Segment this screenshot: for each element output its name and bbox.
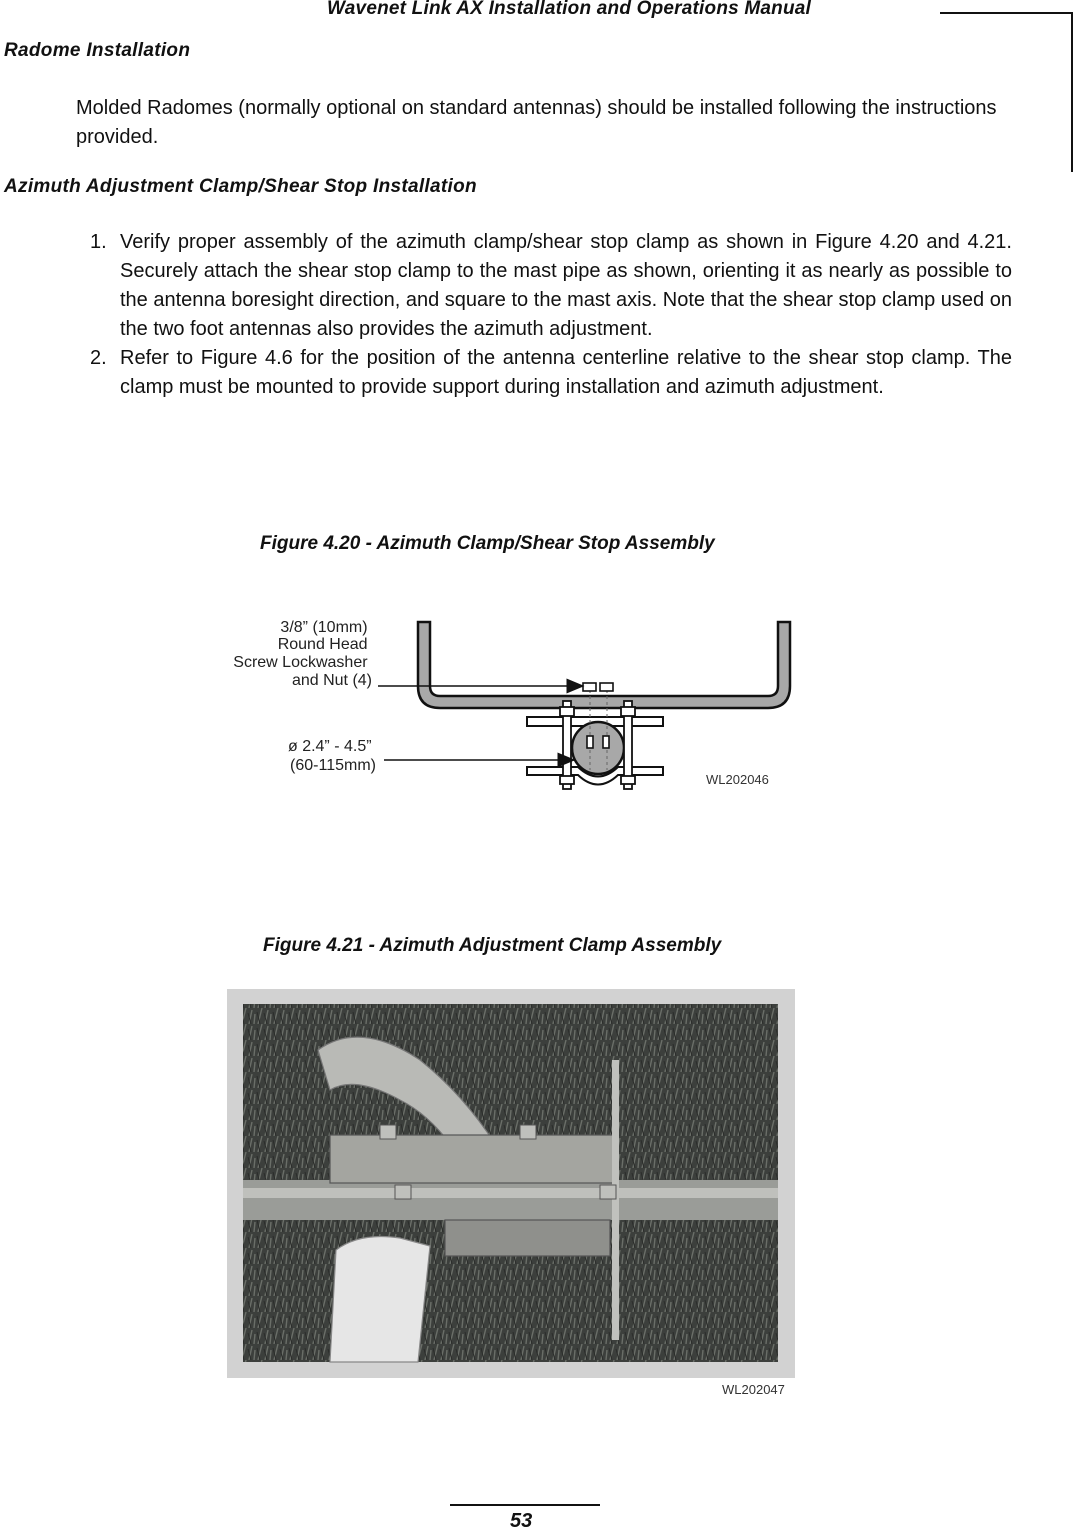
header-title: Wavenet Link AX Installation and Operations Manual: [327, 0, 812, 19]
screw-label: 3/8” (10mm) Round Head Screw Lockwasher and Nut (4): [233, 619, 372, 689]
step-text: Verify proper assembly of the azimuth clamp/shear stop clamp as shown in Figure 4.20 and 4.21. Securely attach the shear stop clamp to the mast pipe as shown, orienting it as nearly as possible to the antenna boresight direction, and square to the mast axis. Note that the shear stop clamp used on the two foot antennas also provides the azimuth adjustment.: [120, 231, 1012, 340]
clamp-drawing: [233, 619, 790, 789]
photo-code: WL202047: [722, 1382, 785, 1397]
photo-glove: [330, 1237, 430, 1363]
radome-text: Molded Radomes (normally optional on standard antennas) should be installed following the instructions provided.: [76, 97, 997, 148]
azimuth-heading: Azimuth Adjustment Clamp/Shear Stop Installation: [4, 176, 477, 197]
photo-horizontal-pipe: [243, 1180, 778, 1220]
radome-heading: Radome Installation: [4, 40, 191, 61]
page-number: 53: [510, 1510, 533, 1532]
drawing-code: WL202046: [706, 772, 769, 787]
photo-bolt-rod: [612, 1060, 619, 1340]
photo-clamp-plate: [330, 1135, 615, 1183]
clamp-photo: [227, 989, 795, 1397]
step-number: 2.: [90, 347, 107, 369]
figure-4-20-caption: Figure 4.20 - Azimuth Clamp/Shear Stop Assembly: [260, 533, 715, 554]
u-pipe: [418, 622, 790, 708]
footer-rule: [450, 1504, 600, 1506]
step-number: 1.: [90, 231, 107, 253]
pipe-diameter-label: ø 2.4” - 4.5” (60-115mm): [287, 738, 376, 774]
figure-4-21-caption: Figure 4.21 - Azimuth Adjustment Clamp Assembly: [263, 935, 722, 956]
mast-pipe: [572, 722, 624, 774]
step-text: Refer to Figure 4.6 for the position of the antenna centerline relative to the shear stop clamp. The clamp must be mounted to provide support during installation and azimuth adjustment.: [120, 347, 1012, 398]
